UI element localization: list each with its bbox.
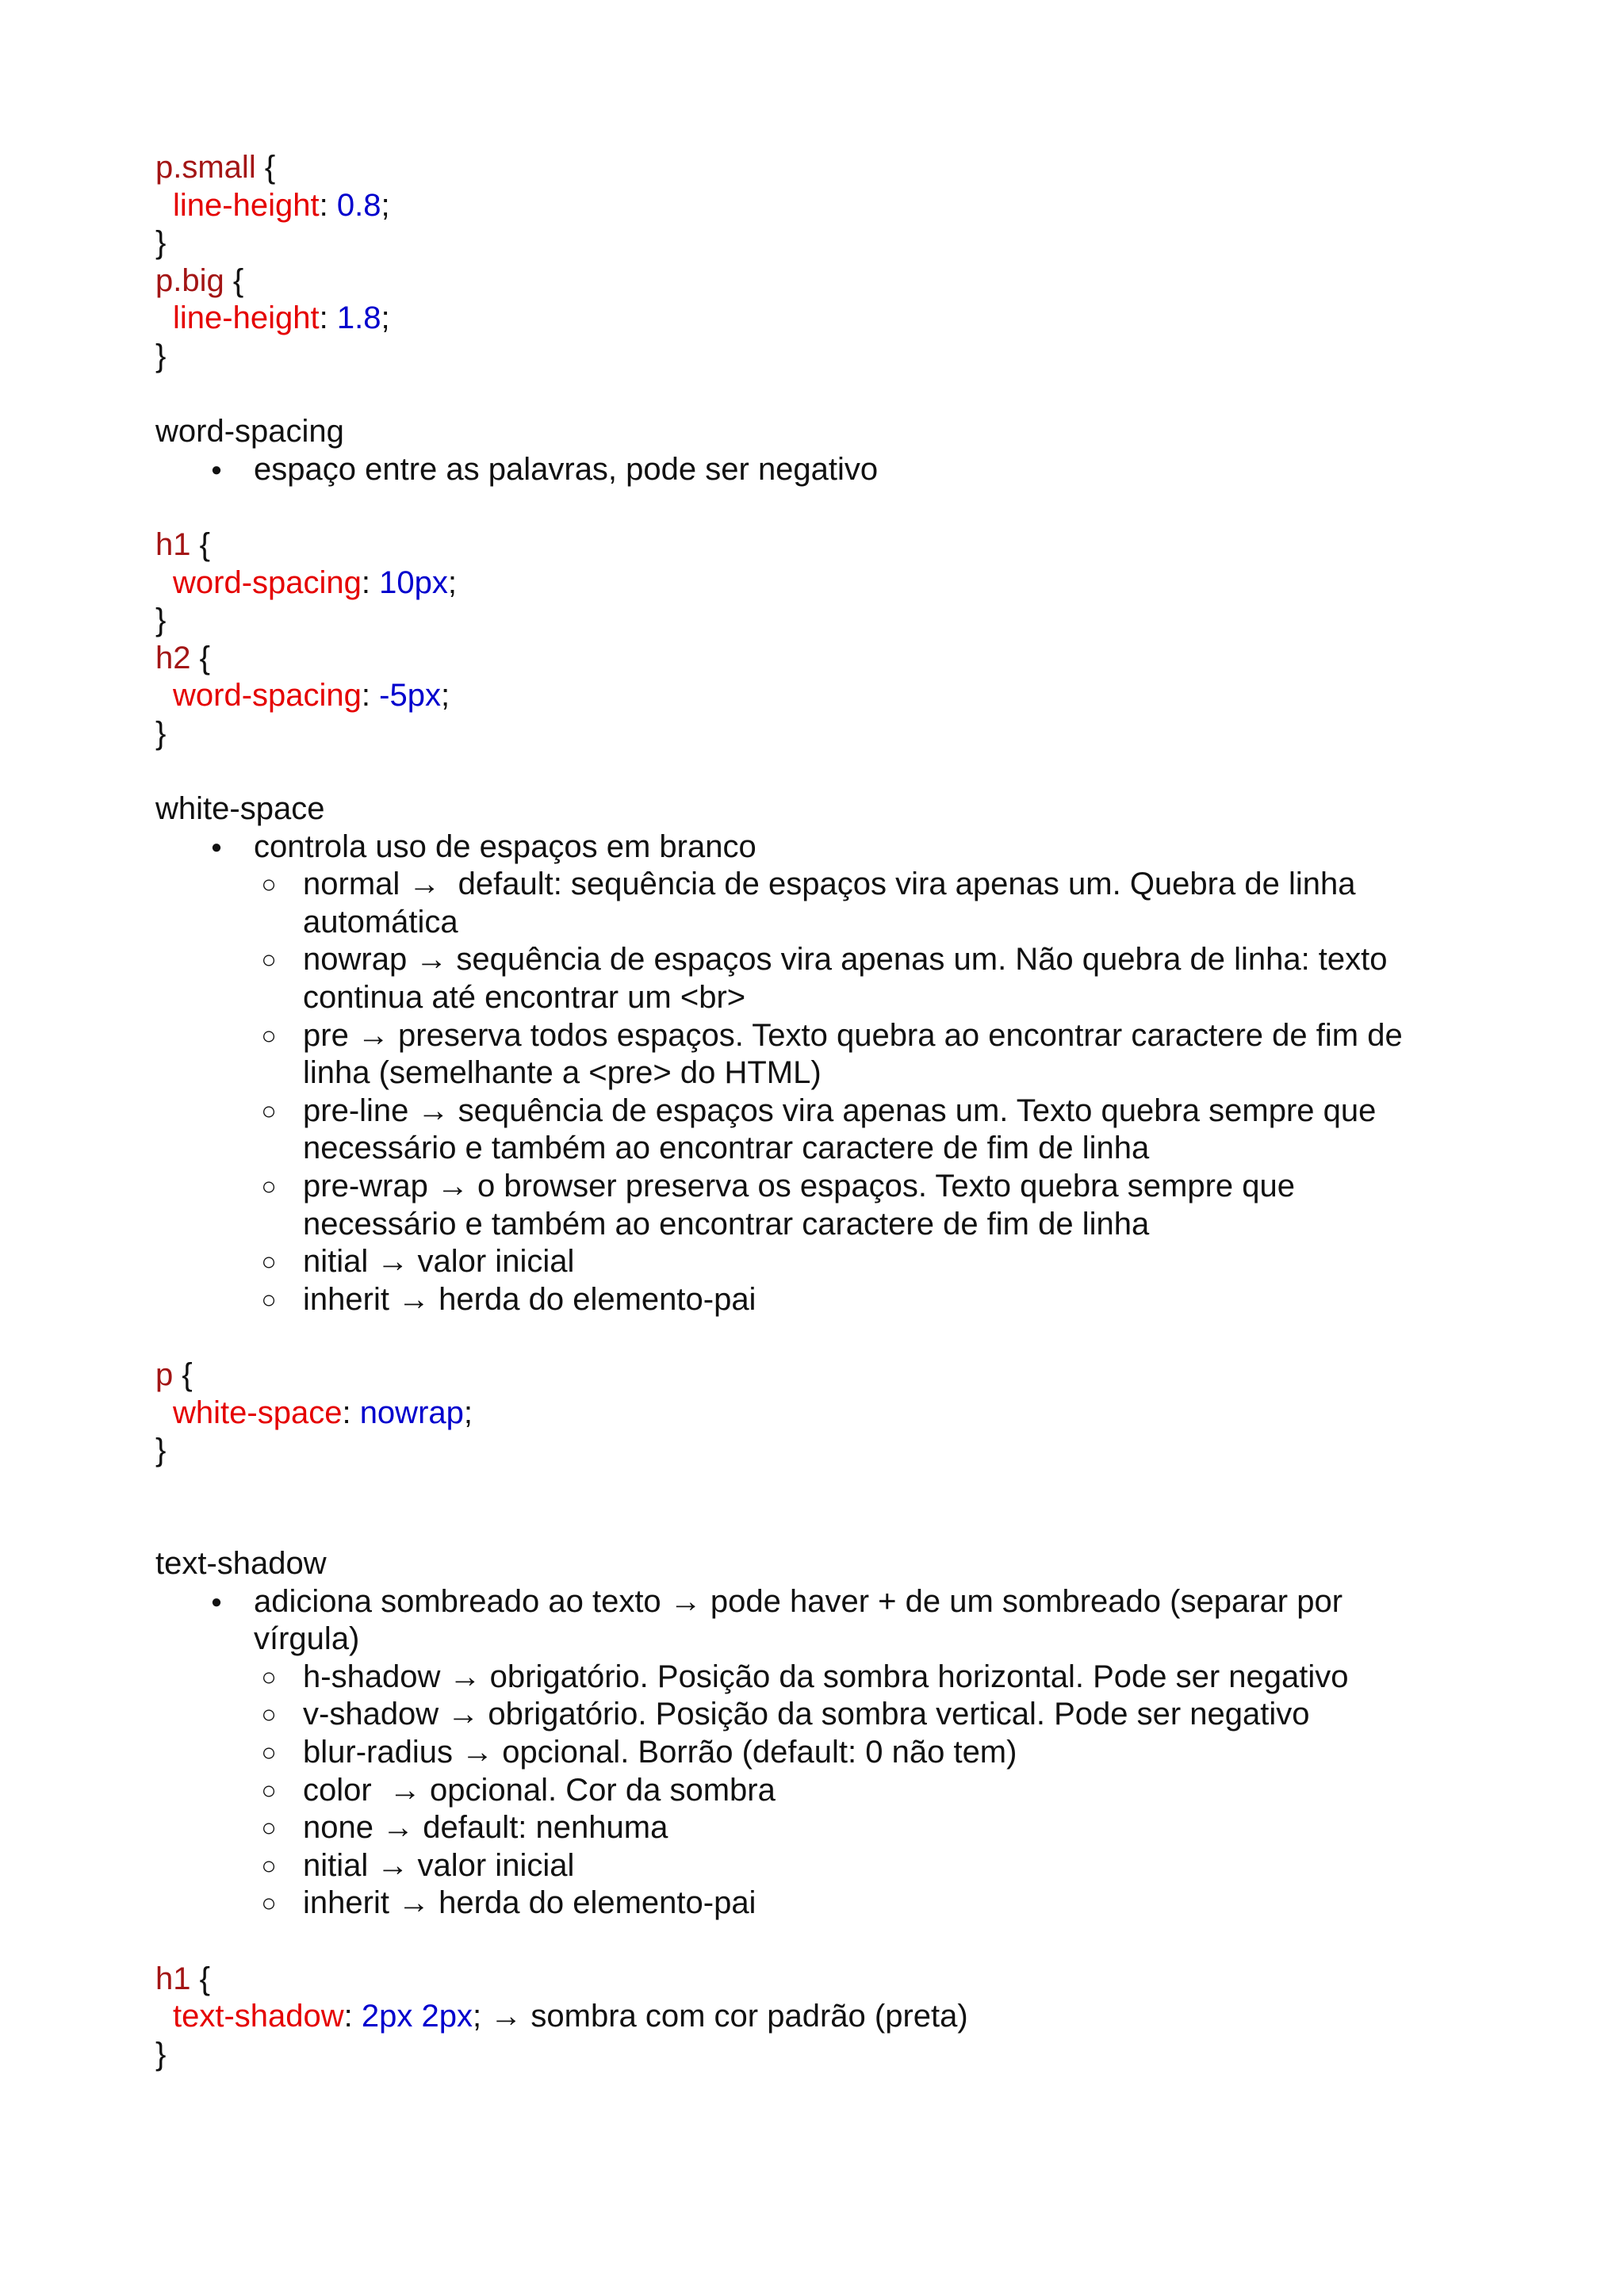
circle-bullet-icon: ○ bbox=[261, 1737, 277, 1766]
sub-list-item: ○ pre-wrap → o browser preserva os espaços. Texto quebra sempre que necessário e também ao encontrar caractere de fim de linha bbox=[303, 1168, 1488, 1243]
css-value: nowrap bbox=[359, 1395, 464, 1430]
code-line: text-shadow: 2px 2px; → sombra com cor padrão (preta) bbox=[173, 1999, 968, 2034]
circle-bullet-icon: ○ bbox=[261, 1096, 277, 1125]
section-heading: text-shadow bbox=[155, 1545, 327, 1581]
css-property: word-spacing bbox=[173, 678, 362, 714]
code-block-text-shadow bbox=[155, 1961, 1488, 2074]
list-item: ● controla uso de espaços em branco ○ normal → default: sequência de espaços vira apenas um. Quebra de linha automática ○ nowrap → sequência de espaços vira apenas um. Não quebra de linha: texto continua até encontrar um <br> ○ pre → preserva todos espaços. Texto quebra ao encontrar caractere de fim de linha (semelhante a <pre> do HTML) ○ pre-line → sequência de espaços vira apenas um. Texto quebra sempre que necessário e também ao encontrar caractere de fim de linha ○ pre-wrap → o browser preserva os espaços. Texto quebra sempre que necessário e também ao encontrar caractere de fim de linha ○ nitial → valor inicial ○ inherit → herda do elemento-pai bbox=[254, 828, 1488, 1319]
bullet-icon: ● bbox=[210, 1590, 223, 1613]
bullet-list bbox=[155, 451, 1488, 489]
css-property: word-spacing bbox=[173, 564, 362, 600]
circle-bullet-icon: ○ bbox=[261, 945, 277, 974]
bullet-icon: ● bbox=[210, 458, 223, 480]
sub-list-item: ○ pre → preserva todos espaços. Texto quebra ao encontrar caractere de fim de linha (semelhante a <pre> do HTML) bbox=[303, 1017, 1488, 1093]
circle-bullet-icon: ○ bbox=[261, 1172, 277, 1201]
css-property: line-height bbox=[173, 300, 320, 336]
css-selector: h1 bbox=[155, 1961, 191, 1996]
list-item: ● adiciona sombreado ao texto → pode haver + de um sombreado (separar por vírgula) ○ h-shadow → obrigatório. Posição da sombra horizontal. Pode ser negativo ○ v-shadow → obrigatório. Posição da sombra vertical. Pode ser negativo ○ blur-radius → opcional. Borrão (default: 0 não tem) ○ color → opcional. Cor da sombra ○ none → default: nenhuma ○ nitial → valor inicial ○ inherit → herda do elemento-pai bbox=[254, 1583, 1488, 1923]
circle-bullet-icon: ○ bbox=[261, 1284, 277, 1314]
circle-bullet-icon: ○ bbox=[261, 1020, 277, 1050]
css-property: text-shadow bbox=[173, 1999, 344, 2034]
css-property: line-height bbox=[173, 187, 320, 223]
sub-list-item: ○ nowrap → sequência de espaços vira apenas um. Não quebra de linha: texto continua até encontrar um <br> bbox=[303, 941, 1488, 1016]
code-line: } bbox=[155, 603, 167, 638]
code-block-line-height bbox=[155, 149, 1488, 376]
sub-bullet-list bbox=[254, 866, 1488, 1318]
sub-bullet-list bbox=[254, 1659, 1488, 1923]
sub-list-item: ○ h-shadow → obrigatório. Posição da sombra horizontal. Pode ser negativo bbox=[303, 1659, 1488, 1697]
code-line: white-space: nowrap; bbox=[173, 1395, 473, 1430]
css-value: -5px bbox=[379, 678, 441, 714]
code-line: line-height: 1.8; bbox=[173, 300, 390, 336]
css-selector: p.big bbox=[155, 262, 224, 298]
code-line: word-spacing: 10px; bbox=[173, 564, 458, 600]
section-heading: white-space bbox=[155, 791, 325, 827]
css-selector: p bbox=[155, 1357, 174, 1392]
code-comment: → sombra com cor padrão (preta) bbox=[481, 1999, 968, 2034]
sub-list-item: ○ normal → default: sequência de espaços vira apenas um. Quebra de linha automática bbox=[303, 866, 1488, 941]
css-property: white-space bbox=[173, 1395, 343, 1430]
css-selector: h2 bbox=[155, 640, 191, 675]
circle-bullet-icon: ○ bbox=[261, 1247, 277, 1276]
circle-bullet-icon: ○ bbox=[261, 1662, 277, 1691]
sub-list-item: ○ blur-radius → opcional. Borrão (default: 0 não tem) bbox=[303, 1734, 1488, 1772]
sub-list-item: ○ nitial → valor inicial bbox=[303, 1243, 1488, 1281]
circle-bullet-icon: ○ bbox=[261, 1850, 277, 1880]
circle-bullet-icon: ○ bbox=[261, 870, 277, 899]
css-selector: h1 bbox=[155, 526, 191, 562]
circle-bullet-icon: ○ bbox=[261, 1813, 277, 1843]
code-line: h1 { bbox=[155, 1961, 210, 1996]
css-selector: p.small bbox=[155, 150, 256, 185]
code-line: h2 { bbox=[155, 640, 210, 675]
sub-list-item: ○ nitial → valor inicial bbox=[303, 1847, 1488, 1885]
code-line: word-spacing: -5px; bbox=[173, 678, 450, 714]
bullet-icon: ● bbox=[210, 836, 223, 858]
css-value: 2px 2px bbox=[361, 1999, 473, 2034]
code-line: } bbox=[155, 715, 167, 751]
document-page bbox=[155, 149, 1488, 2073]
sub-list-item: ○ color → opcional. Cor da sombra bbox=[303, 1772, 1488, 1810]
code-line: } bbox=[155, 338, 167, 373]
sub-list-item: ○ inherit → herda do elemento-pai bbox=[303, 1885, 1488, 1923]
code-line: } bbox=[155, 1433, 167, 1468]
css-value: 1.8 bbox=[336, 300, 381, 336]
code-block-white-space bbox=[155, 1357, 1488, 1470]
list-item: ● espaço entre as palavras, pode ser negativo bbox=[254, 451, 1488, 489]
section-heading: word-spacing bbox=[155, 414, 344, 450]
circle-bullet-icon: ○ bbox=[261, 1700, 277, 1729]
code-line: p.small { bbox=[155, 150, 276, 185]
code-block-word-spacing bbox=[155, 526, 1488, 753]
circle-bullet-icon: ○ bbox=[261, 1775, 277, 1804]
code-line: } bbox=[155, 225, 167, 261]
code-line: h1 { bbox=[155, 526, 210, 562]
code-line: p { bbox=[155, 1357, 193, 1392]
bullet-list bbox=[155, 1583, 1488, 1923]
circle-bullet-icon: ○ bbox=[261, 1888, 277, 1918]
sub-list-item: ○ none → default: nenhuma bbox=[303, 1809, 1488, 1847]
sub-list-item: ○ v-shadow → obrigatório. Posição da sombra vertical. Pode ser negativo bbox=[303, 1696, 1488, 1734]
code-line: line-height: 0.8; bbox=[173, 187, 390, 223]
css-value: 10px bbox=[379, 564, 448, 600]
bullet-list bbox=[155, 828, 1488, 1319]
sub-list-item: ○ inherit → herda do elemento-pai bbox=[303, 1281, 1488, 1319]
code-line: } bbox=[155, 2036, 167, 2072]
sub-list-item: ○ pre-line → sequência de espaços vira apenas um. Texto quebra sempre que necessário e também ao encontrar caractere de fim de linha bbox=[303, 1093, 1488, 1168]
css-value: 0.8 bbox=[336, 187, 381, 223]
code-line: p.big { bbox=[155, 262, 244, 298]
